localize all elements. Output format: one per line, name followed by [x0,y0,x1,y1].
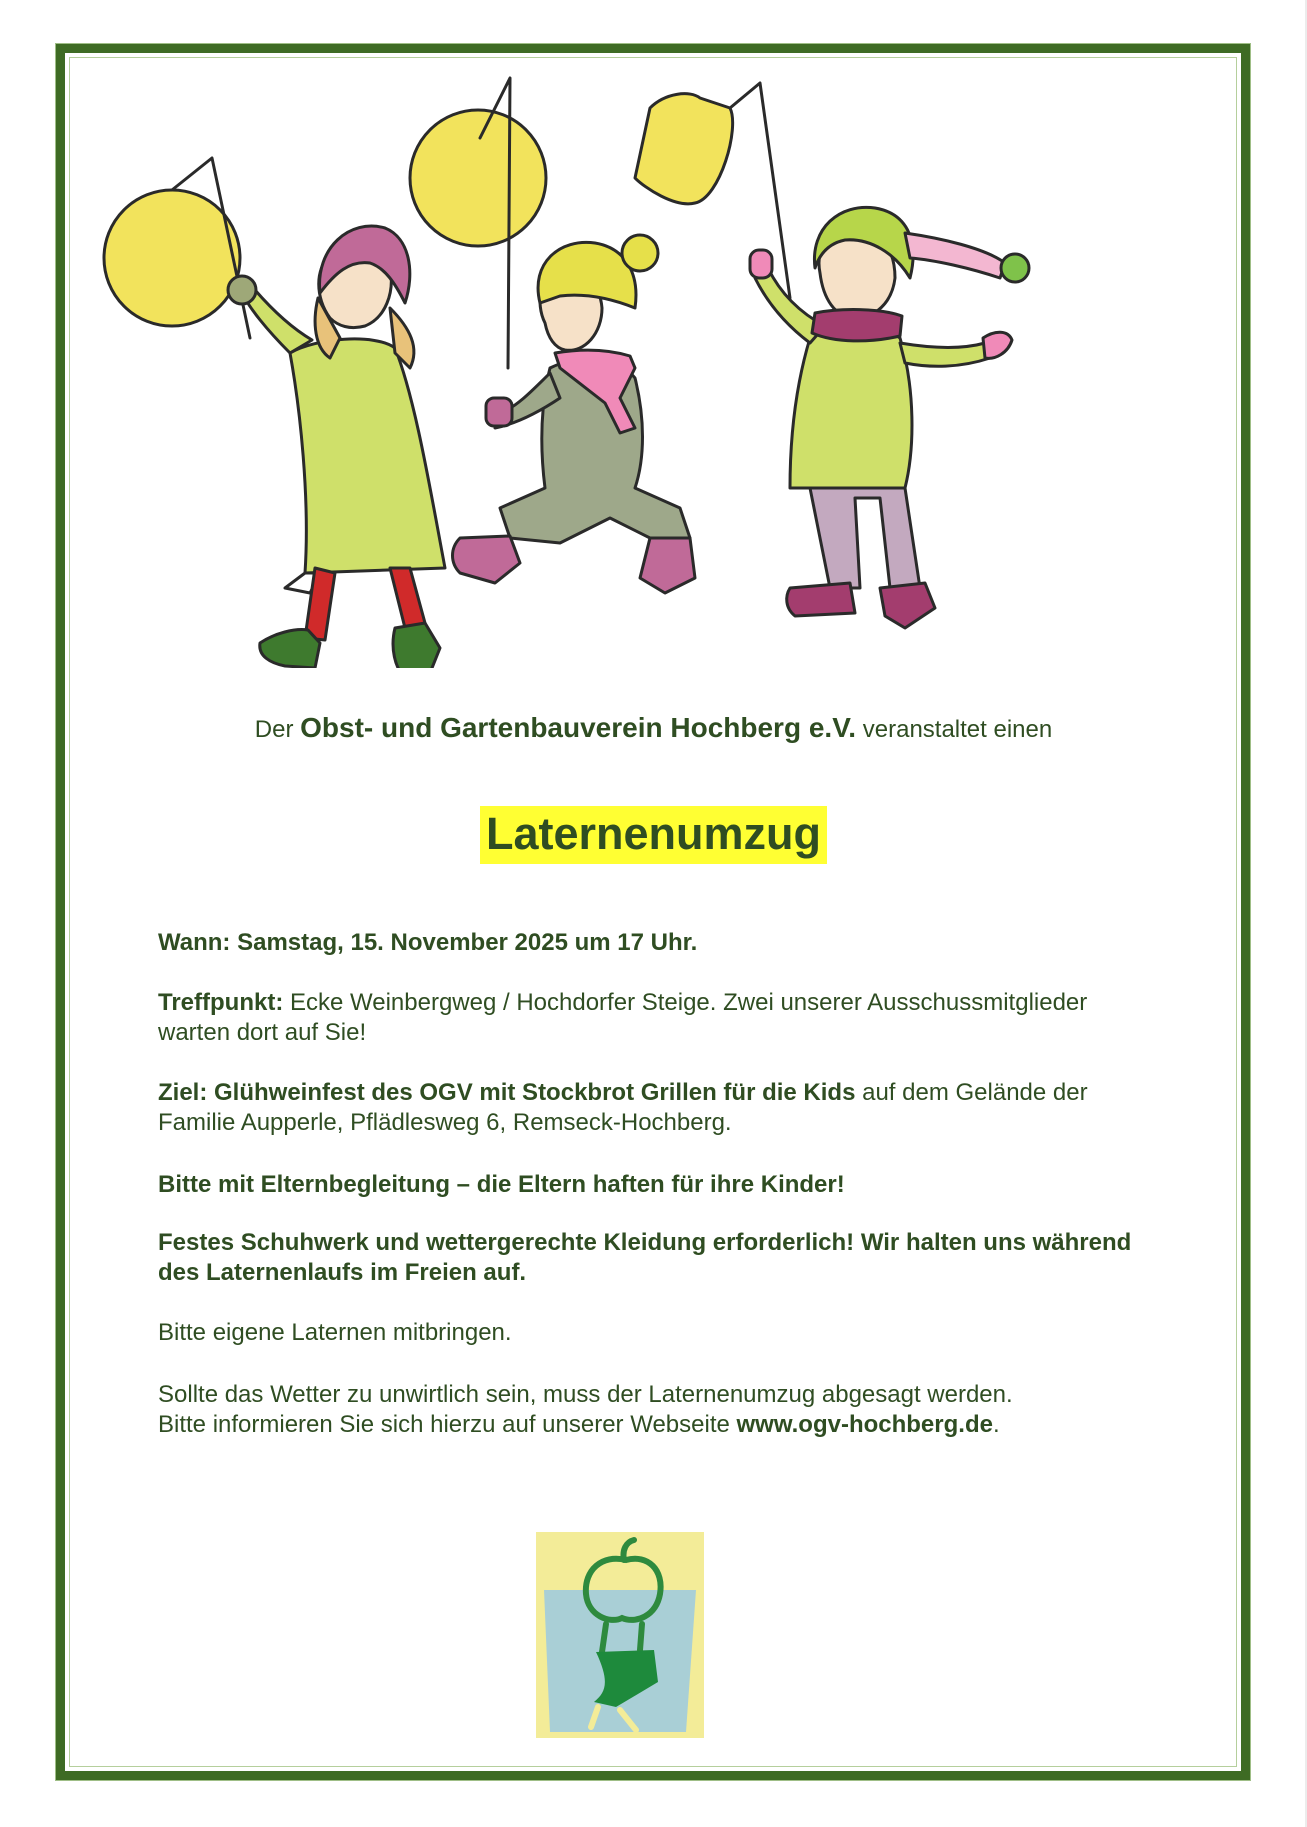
meeting-point-text: Ecke Weinbergweg / Hochdorfer Steige. Zwei unserer Ausschussmitglieder warten dort auf Sie! [158,989,1088,1046]
round-lantern-icon [104,190,240,326]
child-3-right-boot [880,583,935,628]
child-3-left-boot [787,583,855,616]
cylinder-lantern-icon [635,94,733,204]
event-title: Laternenumzug [480,806,827,864]
intro-prefix: Der [254,716,294,743]
child-3-pink-tail [905,233,1005,278]
child-3-mitten [983,332,1012,358]
destination-text: auf dem Gelände der Familie Aupperle, Pflädlesweg 6, Remseck-Hochberg. [158,1079,1088,1136]
website-link[interactable]: www.ogv-hochberg.de [736,1411,993,1438]
meeting-point-label: Treffpunkt: [158,989,284,1016]
round-lantern-icon [410,110,546,246]
child-2-pompom [622,235,658,271]
child-2-right-boot [640,538,695,593]
ogv-apple-logo [536,1532,704,1738]
child-1-coat [290,339,445,573]
destination-label: Ziel: Glühweinfest des OGV mit Stockbrot Grillen für die Kids [158,1079,856,1106]
child-3-coat [790,327,912,488]
weather-line-2-suffix: . [992,1411,1000,1438]
child-1-left-boot [260,630,320,668]
event-date-time: Wann: Samstag, 15. November 2025 um 17 Uhr. [158,929,698,956]
intro-suffix: veranstaltet einen [862,716,1053,743]
weather-line-2-prefix: Bitte informieren Sie sich hierzu auf unserer Webseite [158,1411,730,1438]
child-2-left-boot [453,536,521,583]
meeting-point-paragraph [158,988,1158,1048]
lanterns-note: Bitte eigene Laternen mitbringen. [158,1319,512,1346]
child-3-scarf [812,310,902,341]
weather-line-2 [158,1410,1158,1440]
children-with-lanterns-illustration [90,68,1240,668]
clothing-note: Festes Schuhwerk und wettergerechte Kleidung erforderlich! Wir halten uns während des Laternenlaufs im Freien auf. [158,1229,1132,1286]
parents-note: Bitte mit Elternbegleitung – die Eltern haften für ihre Kinder! [158,1171,845,1198]
weather-paragraph [158,1380,1158,1440]
destination-paragraph [158,1078,1158,1138]
child-1-right-boot [393,623,440,668]
organization-name: Obst- und Gartenbauverein Hochberg e.V. [300,712,857,743]
title-container [0,806,1307,864]
child-2-mitten [486,398,512,426]
intro-line [0,712,1307,744]
weather-line-1: Sollte das Wetter zu unwirtlich sein, muss der Laternenumzug abgesagt werden. [158,1381,1013,1408]
